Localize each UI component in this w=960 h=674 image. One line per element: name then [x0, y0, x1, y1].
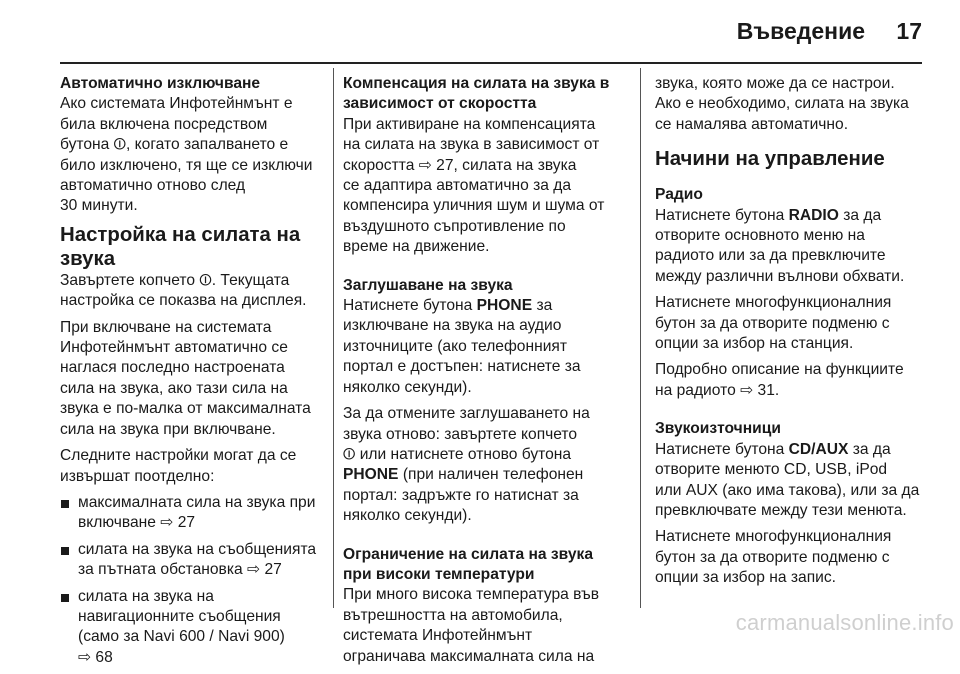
paragraph-volume-1: Завъртете копчето ⏼. Текущата настройка се показва на дисплея. [60, 271, 307, 310]
page-header [0, 0, 960, 64]
paragraph-continued: звука, която може да се настрои. Ако е необходимо, силата на звука се намалява автоматично. [655, 75, 909, 133]
header-rule [60, 62, 922, 64]
heading-volume: Настройка на силата на звука [60, 223, 301, 270]
paragraph-auto-off: Ако системата Инфотейнмънт е била включена посредством бутона ⏼, когато запалването е било изключено, тя ще се изключи автоматично отново след 30 минути. [60, 95, 313, 215]
paragraph-mute-1: Натиснете бутона PHONE за изключване на звука на аудио източниците (ако телефонният портал е достъпен: натиснете за няколко секунди). [343, 297, 581, 396]
cd-aux-button-label: CD/AUX [788, 440, 849, 458]
paragraph-volume-3: Следните настройки могат да се извършат поотделно: [60, 447, 297, 485]
page-ref-icon: ⇨ [160, 514, 174, 532]
power-icon: ⏼ [199, 271, 212, 289]
paragraph-mute-2: За да отмените заглушаването на звука отново: завъртете копчето ⏼ или натиснете отново бутона PHONE (при наличен телефонен портал: задръжте го натиснат за няколко секунди). [343, 405, 590, 525]
power-icon: ⏼ [343, 445, 356, 463]
page-ref-icon: ⇨ [247, 561, 261, 579]
column-1 [60, 74, 328, 674]
paragraph-speed-compensation: При активиране на компенсацията на силата на звука в зависимост от скоростта ⇨ 27, силата на звука се адаптира автоматично за да компенсира уличния шум и шума от въздушното съпротивление по време на движение. [343, 115, 605, 256]
power-icon: ⏼ [113, 136, 126, 154]
paragraph-sources-2: Натиснете многофункционалния бутон за да отворите подменю с опции за избор на запис. [655, 528, 892, 587]
heading-temperature-limit: Ограничение на силата на звука при високи температури [343, 545, 593, 583]
paragraph-sources-1: Натиснете бутона CD/AUX за да отворите менюто CD, USB, iPod или AUX (ако има такова), или за да превключвате между тези менюта. [655, 440, 920, 519]
phone-button-label: PHONE [476, 297, 533, 315]
paragraph-radio-3: Подробно описание на функциите на радиото ⇨ 31. [655, 360, 925, 401]
paragraph-temperature-limit: При много висока температура във вътрешността на автомобила, системата Инфотейнмънт ограничава максималната сила на [343, 586, 599, 665]
heading-mute: Заглушаване на звука [343, 276, 513, 294]
paragraph-volume-2: При включване на системата Инфотейнмънт автоматично се наглася последно настроената сила на звука, ако тази сила на звука е по-малка от максималната сила на звука при включване. [60, 318, 311, 438]
page-ref-icon: ⇨ [418, 156, 432, 174]
column-2 [343, 74, 626, 673]
watermark-logo: carmanualsonline.info [735, 610, 954, 635]
column-3 [655, 74, 925, 595]
list-item: максималната сила на звука при включване ⇨ 27 [60, 493, 328, 534]
column-divider-2 [640, 68, 641, 608]
paragraph-radio-1: Натиснете бутона RADIO за да отворите основното меню на радиото или за да превключите между различни вълнови обхвати. [655, 206, 905, 285]
heading-sources: Звукоизточници [655, 420, 781, 438]
heading-auto-off: Автоматично изключване [60, 75, 261, 92]
radio-button-label: RADIO [788, 206, 839, 224]
column-divider-1 [333, 68, 334, 608]
heading-speed-compensation: Компенсация на силата на звука в зависимост от скоростта [343, 75, 610, 113]
page-ref-icon: ⇨ [78, 648, 92, 666]
section-title: Въведение [736, 18, 865, 44]
list-item: силата на звука на навигационните съобщения (само за Navi 600 / Navi 900) ⇨ 68 [60, 587, 328, 669]
heading-radio: Радио [655, 186, 703, 204]
page-ref-icon: ⇨ [740, 381, 754, 399]
paragraph-radio-2: Натиснете многофункционалния бутон за да отворите подменю с опции за избор на станция. [655, 294, 892, 353]
list-item: силата на звука на съобщенията за пътната обстановка ⇨ 27 [60, 540, 328, 581]
page-number: 17 [896, 18, 922, 44]
heading-operation: Начини на управление [655, 148, 885, 171]
phone-button-label: PHONE [343, 466, 399, 484]
